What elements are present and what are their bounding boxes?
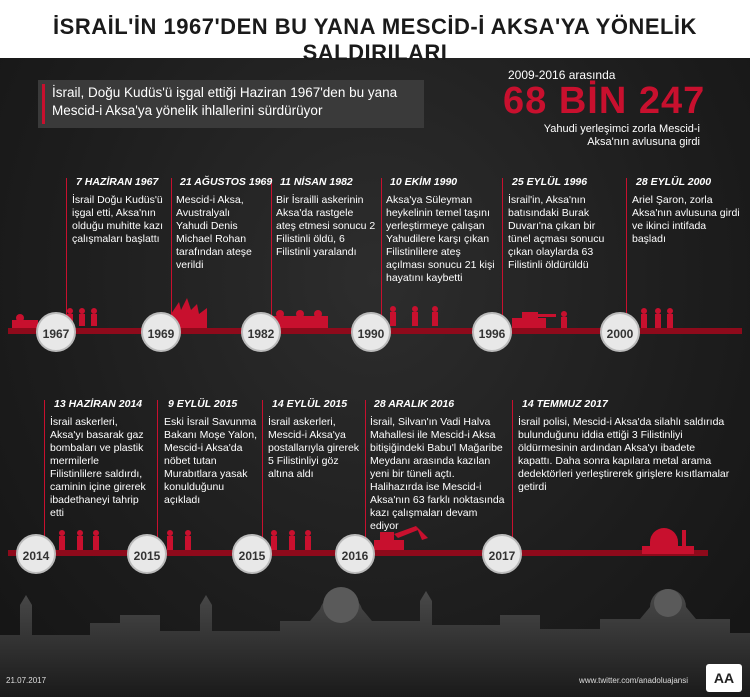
event-date: 13 HAZİRAN 2014 xyxy=(54,398,143,410)
soldiers-silhouette-icon xyxy=(54,528,104,550)
title-bar xyxy=(0,0,750,65)
marker-line xyxy=(512,400,513,545)
year-badge: 2016 xyxy=(335,534,375,574)
marker-line xyxy=(365,400,366,545)
footer-url[interactable]: www.twitter.com/anadoluajansi xyxy=(579,676,688,685)
marker-line xyxy=(66,178,67,323)
soldiers-silhouette-icon xyxy=(160,528,200,550)
year-badge: 2017 xyxy=(482,534,522,574)
marker-line xyxy=(381,178,382,323)
event-text: Eski İsrail Savunma Bakanı Moşe Yalon, Mescid-i Aksa'da nöbet tutan Murabıtlara yasak konulduğunu açıkladı xyxy=(164,416,258,506)
year-badge: 1967 xyxy=(36,312,76,352)
event-text: İsrail askerleri, Aksa'yı basarak gaz bombaları ve plastik mermilerle Filistinlilere saldırdı, caminin içine girerek ibadethaneyi tahrip etti xyxy=(50,416,146,519)
intro-text: İsrail, Doğu Kudüs'ü işgal ettiği Haziran 1967'den bu yana Mescid-i Aksa'ya yönelik ihlallerini sürdürüyor xyxy=(52,85,398,118)
soldiers-silhouette-icon xyxy=(636,306,676,328)
year-badge: 2014 xyxy=(16,534,56,574)
marker-line xyxy=(44,400,45,545)
soldiers-silhouette-icon xyxy=(266,528,316,550)
page-title: İSRAİL'İN 1967'DEN BU YANA MESCİD-İ AKSA'YA YÖNELİK SALDIRILARI xyxy=(53,14,697,65)
year-badge: 2015 xyxy=(232,534,272,574)
tank-silhouette-icon xyxy=(510,308,570,328)
event-date: 7 HAZİRAN 1967 xyxy=(76,176,159,188)
year-badge: 2015 xyxy=(127,534,167,574)
event-date: 21 AĞUSTOS 1969 xyxy=(180,176,273,188)
event-date: 28 ARALIK 2016 xyxy=(374,398,455,410)
event-text: Ariel Şaron, zorla Aksa'nın avlusuna girdi ve ikinci intifada başladı xyxy=(632,194,740,245)
stat-period: 2009-2016 arasında xyxy=(508,68,616,82)
event-date: 14 TEMMUZ 2017 xyxy=(522,398,608,410)
event-text: İsrail Doğu Kudüs'ü işgal etti, Aksa'nın olduğu muhitte kazı çalışmaları başlattı xyxy=(72,194,164,245)
excavator-silhouette-icon xyxy=(372,524,432,550)
aa-logo: AA xyxy=(706,664,742,692)
event-text: İsrail'in, Aksa'nın batısındaki Burak Duvarı'na çıkan bir tünel açması sonucu çıkan olaylarda 63 Filistinli öldürüldü xyxy=(508,194,605,271)
year-badge: 2000 xyxy=(600,312,640,352)
event-date: 11 NİSAN 1982 xyxy=(280,176,353,188)
event-text: Mescid-i Aksa, Avustralyalı Yahudi Denis Michael Rohan tarafından ateşe verildi xyxy=(176,194,252,271)
dome-mosque-icon xyxy=(640,524,696,554)
intro-accent-bar xyxy=(42,84,45,124)
event-date: 10 EKİM 1990 xyxy=(390,176,458,188)
year-badge: 1982 xyxy=(241,312,281,352)
event-date: 9 EYLÜL 2015 xyxy=(168,398,238,410)
year-badge: 1996 xyxy=(472,312,512,352)
marker-line xyxy=(262,400,263,545)
stat-value: 68 BİN 247 xyxy=(503,80,706,122)
year-badge: 1969 xyxy=(141,312,181,352)
footer-date: 21.07.2017 xyxy=(6,676,47,685)
marker-line xyxy=(626,178,627,323)
marker-line xyxy=(502,178,503,323)
year-badge: 1990 xyxy=(351,312,391,352)
event-date: 25 EYLÜL 1996 xyxy=(512,176,588,188)
event-date: 14 EYLÜL 2015 xyxy=(272,398,348,410)
marker-line xyxy=(157,400,158,545)
event-text: İsrail, Silvan'ın Vadi Halva Mahallesi ile Mescid-i Aksa bitişiğindeki Babu'l Mağaribe Meydanı arasında kazılan yeni bir tüneli açtı. Halihazırda ise Mescid-i Aksa'nın 63 farklı noktasında kazı çalışmaları devam ediyor xyxy=(370,416,505,532)
event-text: İsrail askerleri, Mescid-i Aksa'ya postallarıyla girerek 5 Filistinliyi göz altına aldı xyxy=(268,416,360,480)
stat-description: Yahudi yerleşimci zorla Mescid-i Aksa'nın avlusuna girdi xyxy=(543,123,700,148)
event-text: Bir İsrailli askerinin Aksa'da rastgele ateş etmesi sonucu 2 Filistinli öldü, 6 Filistinli yaralandı xyxy=(276,194,376,258)
soldiers-silhouette-icon xyxy=(385,304,445,328)
marker-line xyxy=(271,178,272,323)
event-date: 28 EYLÜL 2000 xyxy=(636,176,712,188)
event-text: İsrail polisi, Mescid-i Aksa'da silahlı saldırıda bulunduğunu iddia ettiği 3 Filistinliyi öldürmesinin ardından Aksa'yı ibadete kapattı. Daha sonra kapılara metal arama dedektörleri yerleştirerek girişlere kısıtlamalar getirdi xyxy=(518,416,730,493)
event-text: Aksa'ya Süleyman heykelinin temel taşını yerleştirmeye çalışan Yahudilere karşı çıkan Filistinlilere ateş açılması sonucu 21 kişi hayatını kaybetti xyxy=(386,194,495,284)
